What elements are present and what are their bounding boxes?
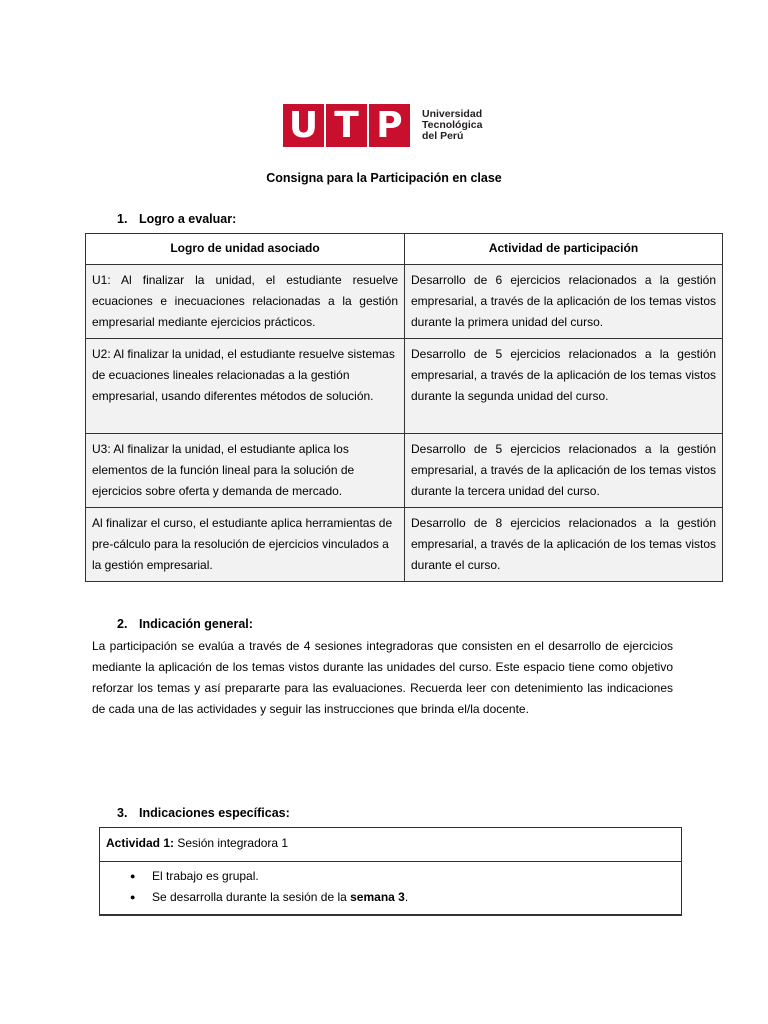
bullet-text-suffix: . xyxy=(404,890,409,904)
activity-header xyxy=(100,828,681,862)
activity-table xyxy=(99,827,682,916)
logo-line-3: del Perú xyxy=(422,130,464,142)
bullet-text: El trabajo es grupal. xyxy=(152,869,259,883)
logo-letter-t: T xyxy=(326,104,367,147)
activity-body xyxy=(100,862,681,915)
document-title: Consigna para la Participación en clase xyxy=(266,171,502,185)
section-2-heading xyxy=(117,617,253,631)
logro-cell: U3: Al finalizar la unidad, el estudiante aplica los elementos de la función lineal para la solución de ejercicios sobre oferta y demanda de mercado. xyxy=(86,434,405,508)
logo-letter-p: P xyxy=(369,104,410,147)
logro-cell: U1: Al finalizar la unidad, el estudiante resuelve ecuaciones e inecuaciones relacionadas a la gestión empresarial mediante ejercicios prácticos. xyxy=(86,265,405,339)
activity-name: Sesión integradora 1 xyxy=(177,836,289,850)
list-item xyxy=(152,866,675,887)
section-3-number: 3. xyxy=(117,806,128,820)
utp-logo xyxy=(283,104,482,147)
logo-letter-u: U xyxy=(283,104,324,147)
logo-mark xyxy=(283,104,412,147)
section-1-heading xyxy=(117,212,236,226)
section-3-heading xyxy=(117,806,290,820)
list-item xyxy=(152,887,675,908)
bullet-text-prefix: Se desarrolla durante la sesión de la xyxy=(152,890,351,904)
table-row xyxy=(86,339,723,434)
actividad-cell: Desarrollo de 6 ejercicios relacionados a la gestión empresarial, a través de la aplicación de los temas vistos durante la primera unidad del curso. xyxy=(405,265,723,339)
header-logro: Logro de unidad asociado xyxy=(86,234,405,265)
section-2-number: 2. xyxy=(117,617,128,631)
logro-cell: Al finalizar el curso, el estudiante aplica herramientas de pre-cálculo para la resolución de ejercicios vinculados a la gestión empresarial. xyxy=(86,508,405,582)
actividad-cell: Desarrollo de 5 ejercicios relacionados a la gestión empresarial, a través de la aplicación de los temas vistos durante la tercera unidad del curso. xyxy=(405,434,723,508)
table-row xyxy=(86,265,723,339)
actividad-cell: Desarrollo de 5 ejercicios relacionados a la gestión empresarial, a través de la aplicación de los temas vistos durante la segunda unidad del curso. xyxy=(405,339,723,434)
general-indication-paragraph: La participación se evalúa a través de 4 sesiones integradoras que consisten en el desarrollo de ejercicios mediante la aplicación de los temas vistos durante las unidades del curso. Este espacio tiene como objetivo reforzar los temas y así prepararte para las evaluaciones. Recuerda leer con detenimiento las indicaciones de cada una de las actividades y seguir las instrucciones que brinda el/la docente. xyxy=(92,639,673,716)
header-actividad: Actividad de participación xyxy=(405,234,723,265)
section-1-number: 1. xyxy=(117,212,128,226)
bullet-text-bold: semana 3 xyxy=(350,890,405,904)
logo-wordmark xyxy=(422,109,482,142)
logros-table xyxy=(85,233,723,582)
activity-label: Actividad 1: xyxy=(106,836,175,850)
section-1-label: Logro a evaluar: xyxy=(139,212,237,226)
actividad-cell: Desarrollo de 8 ejercicios relacionados a la gestión empresarial, a través de la aplicación de los temas vistos durante el curso. xyxy=(405,508,723,582)
logo-line-1: Universidad xyxy=(422,108,483,120)
table-header-row xyxy=(86,234,723,265)
activity-bullet-list xyxy=(130,866,675,908)
section-3-label: Indicaciones específicas: xyxy=(139,806,290,820)
logro-cell: U2: Al finalizar la unidad, el estudiante resuelve sistemas de ecuaciones lineales relacionadas a la gestión empresarial, usando diferentes métodos de solución. xyxy=(86,339,405,434)
table-row xyxy=(86,508,723,582)
section-2-label: Indicación general: xyxy=(139,617,253,631)
logo-line-2: Tecnológica xyxy=(422,119,483,131)
table-row xyxy=(86,434,723,508)
